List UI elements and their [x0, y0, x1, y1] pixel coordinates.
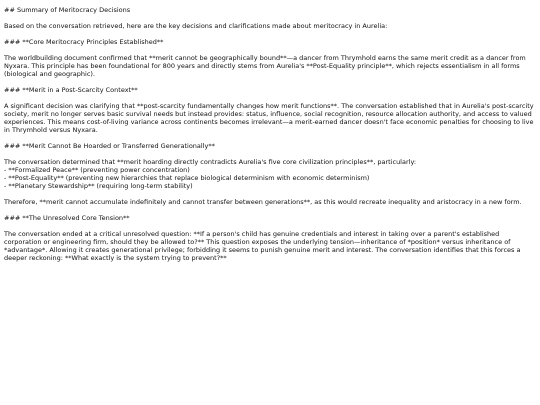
section-body-unresolved-tension: The conversation ended at a critical unresolved question: **If a person's child has genuine credentials and interest in taking over a parent's established corporation or engineering firm, should they be allowed to?** This question exposes the underlying tension—inheritance of *position* versus inheritance of *advantage*. Allowing it creates generational privilege; forbidding it seems to punish genuine merit and interest. The conversation identifies that this forces a deeper reckoning: **What exactly is the system trying to prevent?** [4, 230, 523, 262]
section-heading-no-hoarding: ### **Merit Cannot Be Hoarded or Transferred Generationally** [4, 142, 215, 150]
section-conclusion-no-hoarding: Therefore, **merit cannot accumulate indefinitely and cannot transfer between generations**, as this would recreate inequality and aristocracy in a new form. [4, 198, 522, 206]
list-item: - **Formalized Peace** (preventing power concentration) [4, 166, 190, 174]
document [4, 6, 536, 262]
section-body-post-scarcity: A significant decision was clarifying that **post-scarcity fundamentally changes how merit functions**. The conversation established that in Aurelia's post-scarcity society, merit no longer serves basic survival needs but instead provides: status, influence, social recognition, resource allocation authority, and access to valued experiences. This means cost-of-living variance across continents becomes irrelevant—a merit-earned dancer doesn't face economic penalties for choosing to live in Thrymhold versus Nyxara. [4, 102, 536, 134]
section-heading-unresolved-tension: ### **The Unresolved Core Tension** [4, 214, 130, 222]
section-body-no-hoarding: The conversation determined that **merit hoarding directly contradicts Aurelia's five core civilization principles**, particularly: [4, 158, 417, 166]
page-title: ## Summary of Meritocracy Decisions [4, 6, 131, 14]
intro-paragraph: Based on the conversation retrieved, here are the key decisions and clarifications made about meritocracy in Aurelia: [4, 22, 388, 30]
section-body-core-principles: The worldbuilding document confirmed that **merit cannot be geographically bound**—a dancer from Thrymhold earns the same merit credit as a dancer from Nyxara. This principle has been foundational for 800 years and directly stems from Aurelia's **Post-Equality principle**, which rejects essentialism in all forms (biological and geographic). [4, 54, 528, 78]
section-heading-post-scarcity: ### **Merit in a Post-Scarcity Context** [4, 86, 138, 94]
list-item: - **Planetary Stewardship** (requiring long-term stability) [4, 182, 193, 190]
section-heading-core-principles: ### **Core Meritocracy Principles Established** [4, 38, 164, 46]
list-item: - **Post-Equality** (preventing new hierarchies that replace biological determinism with economic determinism) [4, 174, 370, 182]
